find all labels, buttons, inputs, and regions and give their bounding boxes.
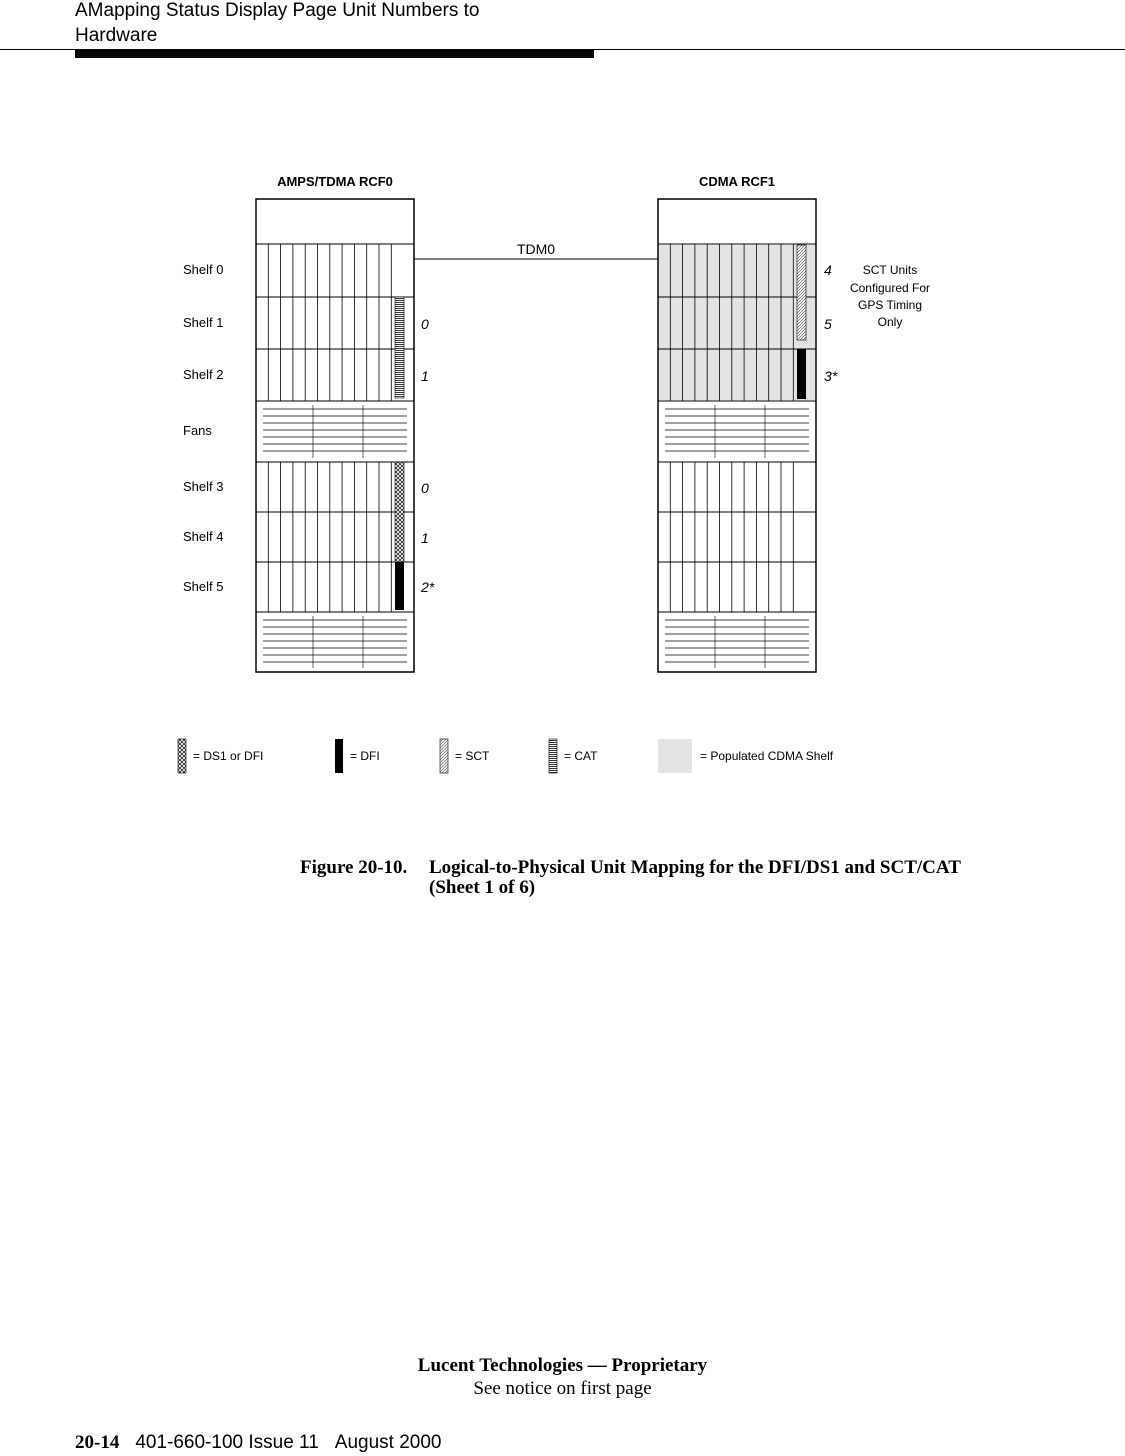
legend-text: = SCT (455, 749, 490, 763)
legend-swatch-ds1-or-dfi (178, 739, 186, 773)
caption-line2: (Sheet 1 of 6) (429, 877, 536, 898)
unit-number: 4 (824, 262, 832, 278)
legend-text: = CAT (564, 749, 598, 763)
figure-caption (300, 858, 961, 898)
footer-notice: See notice on first page (473, 1378, 652, 1399)
legend-swatch-sct (440, 739, 448, 773)
page-number: 20-14 (75, 1432, 120, 1453)
dfi-unit-shelf5 (395, 562, 404, 610)
legend-swatch-populated-shelf (658, 739, 692, 773)
unit-number: 0 (421, 480, 429, 496)
unit-number: 1 (421, 530, 429, 546)
frame-left (256, 199, 414, 672)
legend-text: = DS1 or DFI (193, 749, 264, 763)
caption-line1: Logical-to-Physical Unit Mapping for the DFI/DS1 and SCT/CAT (429, 857, 961, 878)
legend-text: = DFI (350, 749, 380, 763)
shelf-label: Shelf 3 (183, 479, 224, 494)
note-line: GPS Timing (857, 298, 923, 312)
legend (178, 739, 834, 773)
dfi-unit-shelf2 (797, 349, 806, 399)
doc-date: August 2000 (334, 1432, 442, 1453)
sct-unit-shelf0-1 (797, 245, 806, 340)
shelf-label: Shelf 0 (183, 262, 224, 277)
frame-left-title: AMPS/TDMA RCF0 (277, 174, 393, 189)
cat-unit-shelf1 (395, 297, 404, 398)
shelf-label: Shelf 5 (183, 579, 224, 594)
unit-number: 5 (824, 316, 832, 332)
sct-note (850, 263, 930, 329)
unit-number: 2* (421, 579, 435, 595)
note-line: SCT Units (862, 263, 918, 277)
legend-swatch-dfi (335, 739, 343, 773)
header-title-line1: AMapping Status Display Page Unit Numbers to (75, 0, 480, 21)
header-title-line2: Hardware (75, 25, 158, 46)
note-line: Configured For (849, 281, 931, 295)
unit-number: 3* (824, 368, 838, 384)
ds1-unit-shelf3 (395, 462, 404, 562)
doc-number: 401-660-100 Issue 11 (135, 1432, 319, 1453)
fans-label: Fans (183, 423, 212, 438)
shelf-label: Shelf 1 (183, 315, 224, 330)
shelf-label: Shelf 4 (183, 529, 224, 544)
frame-right-title: CDMA RCF1 (698, 174, 776, 189)
unit-number: 1 (421, 368, 429, 384)
unit-number: 0 (421, 316, 429, 332)
legend-text: = Populated CDMA Shelf (700, 749, 834, 763)
page-footer (75, 1432, 441, 1454)
note-line: Only (877, 315, 903, 329)
shelf-label: Shelf 2 (183, 367, 224, 382)
figure-number: Figure 20-10. (300, 857, 408, 878)
tdm0-label: TDM0 (516, 241, 556, 257)
footer-proprietary: Lucent Technologies — Proprietary (417, 1355, 708, 1376)
frame-right (658, 199, 816, 672)
legend-swatch-cat (549, 739, 557, 773)
